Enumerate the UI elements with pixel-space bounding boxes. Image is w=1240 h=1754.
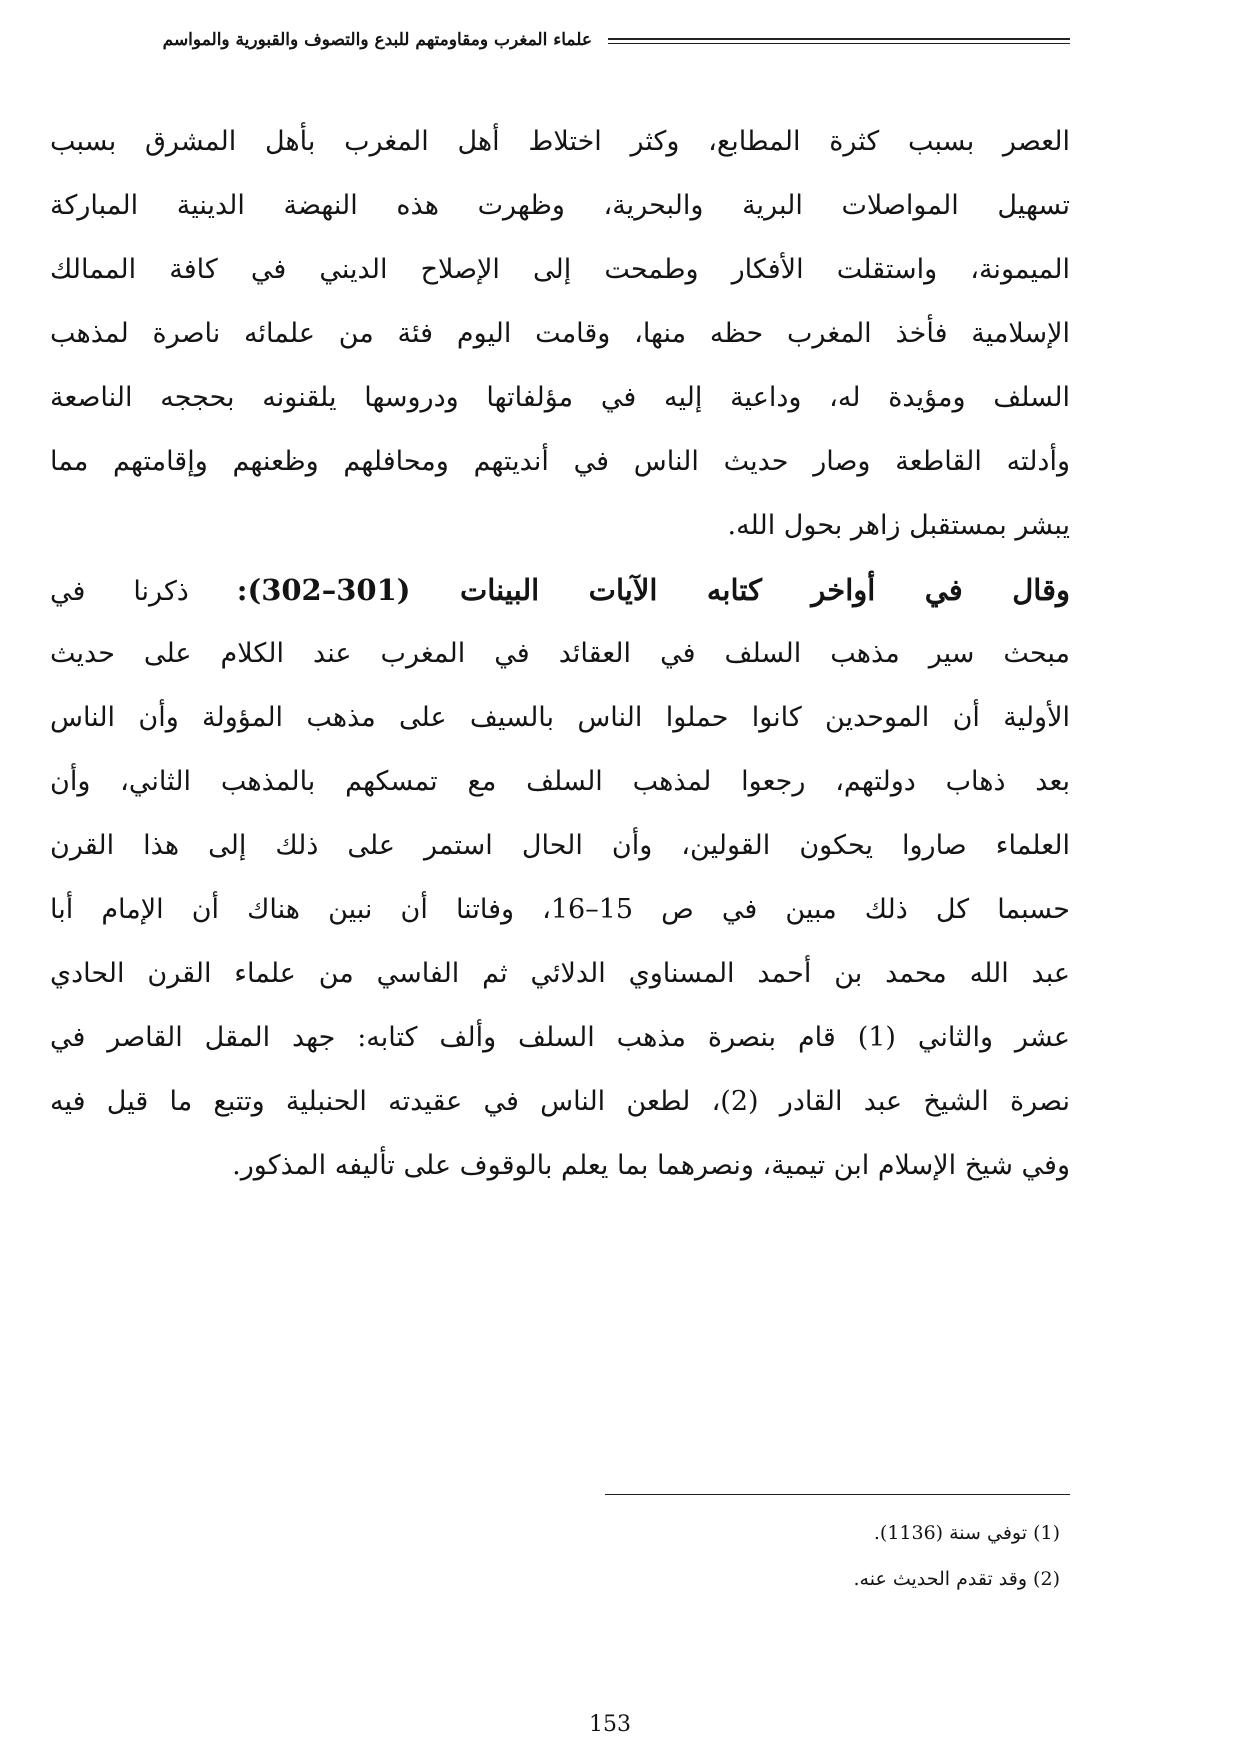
- quote-line: نصرة الشيخ عبد القادر (2)، لطعن الناس في عقيدته الحنبلية وتتبع ما قيل فيه: [50, 1086, 1070, 1117]
- quote-line: بعد ذهاب دولتهم، رجعوا لمذهب السلف مع تمسكهم بالمذهب الثاني، وأن: [50, 766, 1070, 797]
- quote-intro-line: [50, 558, 1070, 622]
- body-line: وأدلته القاطعة وصار حديث الناس في أنديتهم ومحافلهم وظعنهم وإقامتهم مما: [50, 446, 1070, 477]
- quote-lead: وقال في أواخر كتابه الآيات البينات (301–302):: [236, 573, 1070, 607]
- footnote-1: (1) توفي سنة (1136).: [873, 1522, 1060, 1544]
- quote-line: الأولية أن الموحدين كانوا حملوا الناس بالسيف على مذهب المؤولة وأن الناس: [50, 702, 1070, 733]
- running-header-title: علماء المغرب ومقاومتهم للبدع والتصوف والقبورية والمواسم: [162, 30, 592, 50]
- footnotes: [605, 1510, 1060, 1602]
- body-line: العصر بسبب كثرة المطابع، وكثر اختلاط أهل المغرب بأهل المشرق بسبب: [50, 126, 1070, 157]
- quote-line: عشر والثاني (1) قام بنصرة مذهب السلف وألف كتابه: جهد المقل القاصر في: [50, 1022, 1070, 1053]
- page-number: 153: [589, 1712, 631, 1737]
- body-line: الميمونة، واستقلت الأفكار وطمحت إلى الإصلاح الديني في كافة الممالك: [50, 254, 1070, 285]
- quote-line: مبحث سير مذهب السلف في العقائد في المغرب عند الكلام على حديث: [50, 638, 1070, 669]
- body-line: السلف ومؤيدة له، وداعية إليه في مؤلفاتها ودروسها يلقنونه بحججه الناصعة: [50, 382, 1070, 413]
- body-text: [50, 110, 1070, 1198]
- quote-line: حسبما كل ذلك مبين في ص 15–16، وفاتنا أن نبين هناك أن الإمام أبا: [50, 894, 1070, 925]
- header-rule: [608, 38, 1070, 44]
- footnote-2: (2) وقد تقدم الحديث عنه.: [853, 1568, 1060, 1590]
- quote-line: العلماء صاروا يحكون القولين، وأن الحال استمر على ذلك إلى هذا القرن: [50, 830, 1070, 861]
- quote-line: ذكرنا في: [50, 576, 189, 607]
- body-line: يبشر بمستقبل زاهر بحول الله.: [727, 510, 1070, 541]
- quote-line: وفي شيخ الإسلام ابن تيمية، ونصرهما بما يعلم بالوقوف على تأليفه المذكور.: [232, 1150, 1070, 1181]
- body-line: الإسلامية فأخذ المغرب حظه منها، وقامت اليوم فئة من علمائه ناصرة لمذهب: [50, 318, 1070, 349]
- quote-line: عبد الله محمد بن أحمد المسناوي الدلائي ثم الفاسي من علماء القرن الحادي: [50, 958, 1070, 989]
- body-line: تسهيل المواصلات البرية والبحرية، وظهرت هذه النهضة الدينية المباركة: [50, 190, 1070, 221]
- footnote-rule: [605, 1494, 1070, 1495]
